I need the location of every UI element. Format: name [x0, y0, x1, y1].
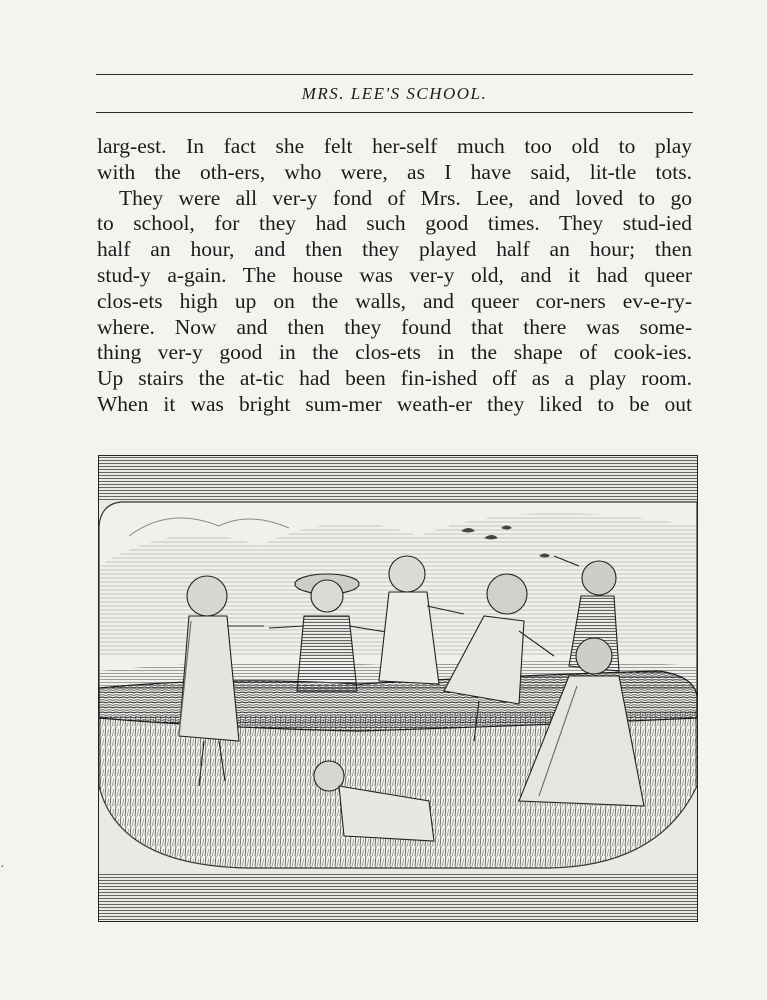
running-title: MRS. LEE'S SCHOOL.: [301, 84, 488, 103]
text-line: half an hour, and then they played half an hour; then: [97, 237, 692, 262]
text-line: with the oth-ers, who were, as I have said, lit-tle tots.: [97, 159, 692, 184]
text-line: larg-est. In fact she felt her-self much too old to play: [97, 134, 692, 158]
header-rule-bottom: [96, 112, 693, 113]
text-line: where. Now and then they found that there was some-: [97, 314, 692, 339]
paragraph-first-line: They were all ver-y fond of Mrs. Lee, and loved to go: [119, 185, 692, 210]
body-text: [97, 134, 692, 418]
text-line: When it was bright sum-mer weath-er they liked to be out: [97, 391, 692, 416]
text-line: stud-y a-gain. The house was ver-y old, and it had queer: [97, 262, 692, 287]
margin-mark: ·: [0, 860, 5, 875]
engraving-illustration: [98, 455, 698, 922]
text-line: Up stairs the at-tic had been fin-ished off as a play room.: [97, 366, 692, 391]
text-line: to school, for they had such good times. They stud-ied: [97, 211, 692, 236]
top-hatch-band: [99, 456, 697, 500]
text-line: thing ver-y good in the clos-ets in the shape of cook-ies.: [97, 340, 692, 365]
header-rule-top: [96, 74, 693, 75]
text-line: clos-ets high up on the walls, and queer cor-ners ev-e-ry-: [97, 288, 692, 313]
bottom-hatch-band: [99, 874, 697, 921]
engraving-svg: [99, 456, 697, 921]
